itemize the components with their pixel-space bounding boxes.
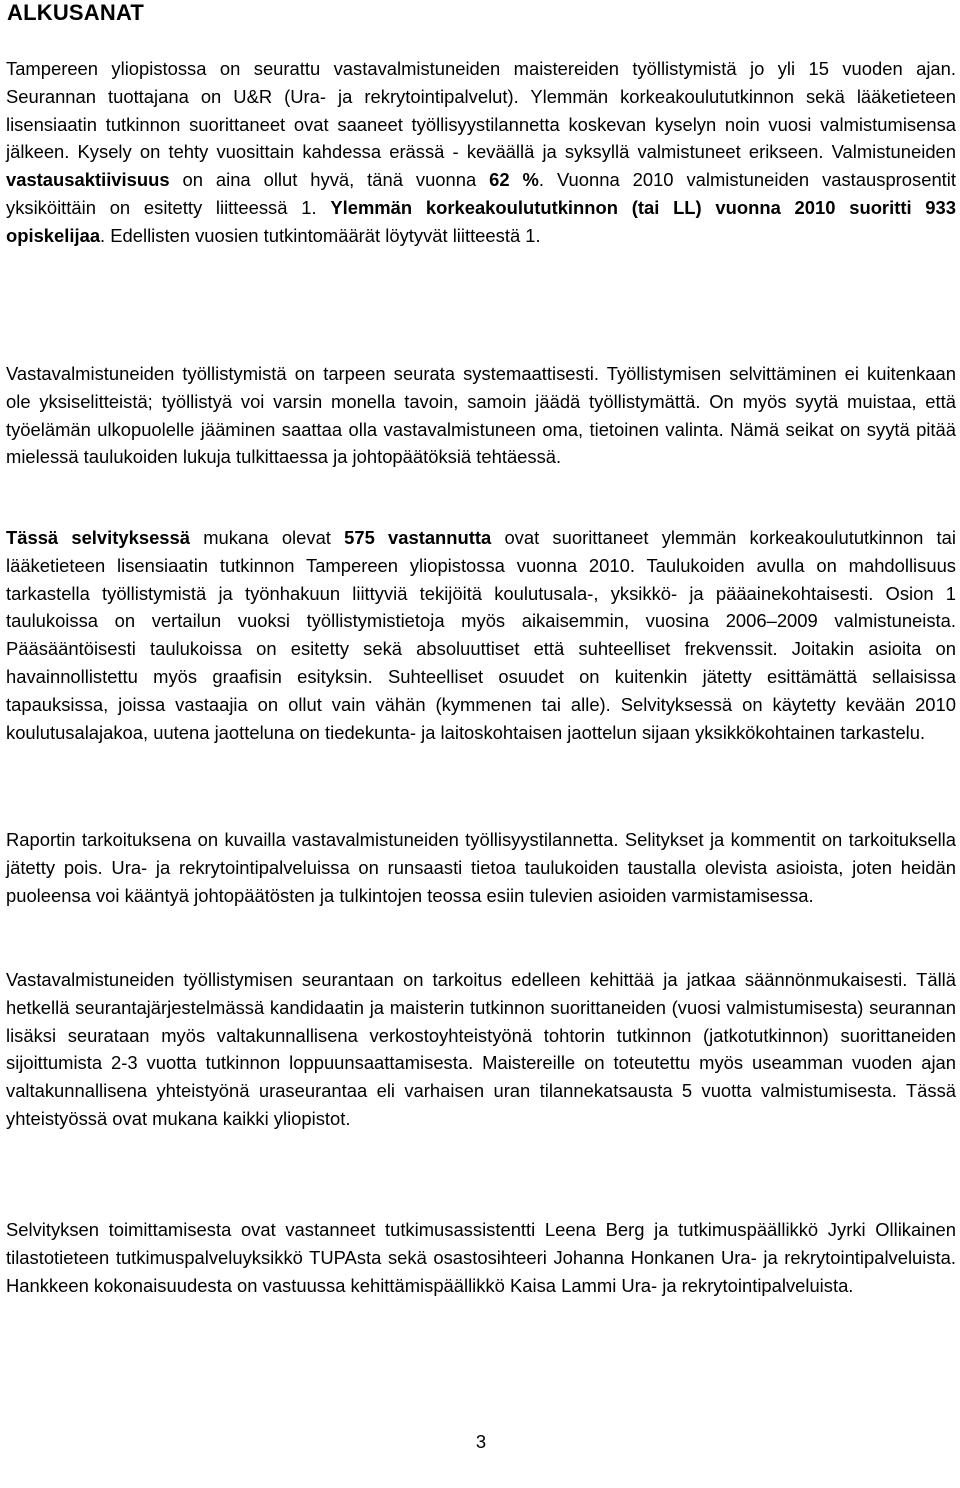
page-number: 3 (475, 1431, 487, 1452)
bold-text: 62 % (489, 169, 539, 191)
page-heading: ALKUSANAT (7, 0, 145, 25)
paragraph-text: mukana olevat (189, 527, 345, 548)
paragraph-text: Raportin tarkoituksena on kuvailla vastavalmistuneiden työllisyystilannetta. Selitykset ja kommentit on tarkoituksella jätetty pois. Ura- ja rekrytointipalveluissa on runsaasti tietoa taulukoiden taustalla olevista asioista, joten heidän puoleensa voi kääntyä johtopäätösten ja tulkintojen teossa esiin tulevien asioiden varmistamisessa. (6, 829, 956, 906)
bold-text: 575 vastannutta (344, 527, 492, 548)
bold-text: Ylemmän korkeakoulututkinnon (tai LL) vuonna 2010 suoritti 933 opiskelijaa (6, 196, 956, 246)
paragraph-text: . Vuonna 2010 valmistuneiden vastausprosentit yksiköittäin on esitetty liitteessä 1. (6, 169, 956, 218)
paragraph-credits (6, 1216, 956, 1299)
paragraph-report-scope (6, 524, 956, 746)
paragraph-text: Tampereen yliopistossa on seurattu vastavalmistuneiden maistereiden työllistymistä jo yli 15 vuoden ajan. Seurannan tuottajana on U&R (Ura- ja rekrytointipalvelut). Ylemmän korkeakoulututkinnon sekä lääketieteen lisensiaatin tutkinnon suorittaneet ovat saaneet työllisyystilannetta koskevan kyselyn noin vuosi valmistumisensa jälkeen. Kysely on tehty vuosittain kahdessa erässä - keväällä ja syksyllä valmistuneet erikseen. Valmistuneiden (6, 58, 956, 163)
paragraph-text: Vastavalmistuneiden työllistymisen seurantaan on tarkoitus edelleen kehittää ja jatkaa säännönmukaisesti. Tällä hetkellä seurantajärjestelmässä kandidaatin ja maisterin tutkinnon suorittaneiden (vuosi valmistumisesta) seurannan lisäksi seurataan myös valtakunnallisena verkostoyhteistyönä tohtorin tutkinnon (jatkotutkinnon) suorittaneiden sijoittumista 2-3 vuotta tutkinnon loppuunsaattamisesta. Maistereille on toteutettu myös useamman vuoden ajan valtakunnallisena yhteistyönä uraseurantaa eli varhaisen uran tilannekatsausta 5 vuotta valmistumisesta. Tässä yhteistyössä ovat mukana kaikki yliopistot. (6, 969, 956, 1129)
paragraph-future-development (6, 966, 956, 1133)
paragraph-text: . Edellisten vuosien tutkintomäärät löytyvät liitteestä 1. (100, 224, 541, 246)
document-page (6, 0, 956, 1488)
paragraph-text: Selvityksen toimittamisesta ovat vastanneet tutkimusassistentti Leena Berg ja tutkimuspäällikkö Jyrki Ollikainen tilastotieteen tutkimuspalveluyksikkö TUPAsta sekä osastosihteeri Johanna Honkanen Ura- ja rekrytointipalveluista. Hankkeen kokonaisuudesta on vastuussa kehittämispäällikkö Kaisa Lammi Ura- ja rekrytointipalveluista. (6, 1219, 956, 1296)
paragraph-survey-background (6, 55, 956, 250)
paragraph-systematic-monitoring (6, 360, 956, 471)
paragraph-text: on aina ollut hyvä, tänä vuonna (169, 169, 490, 191)
bold-text: vastausaktiivisuus (6, 169, 170, 191)
bold-text: Tässä selvityksessä (6, 527, 190, 548)
paragraph-text: ovat suorittaneet ylemmän korkeakoulututkinnon tai lääketieteen lisensiaatin tutkinnon Tampereen yliopistossa vuonna 2010. Taulukoiden avulla on mahdollisuus tarkastella työllistymistä ja työnhakuun liittyviä tekijöitä koulutusala-, yksikkö- ja pääainekohtaisesti. Osion 1 taulukoissa on vertailun vuoksi työllistymistietoja myös aikaisemmin, vuosina 2006–2009 valmistuneista. Pääsääntöisesti taulukoissa on esitetty sekä absoluuttiset että suhteelliset frekvenssit. Joitakin asioita on havainnollistettu myös graafisin esityksin. Suhteelliset osuudet on kuitenkin jätetty esittämättä sellaisissa tapauksissa, joissa vastaajia on ollut vain vähän (kymmenen tai alle). Selvityksessä on käytetty kevään 2010 koulutusalajakoa, uutena jaotteluna on tiedekunta- ja laitoskohtaisen jaottelun sijaan yksikkökohtainen tarkastelu. (6, 527, 956, 743)
paragraph-report-purpose (6, 826, 956, 909)
paragraph-text: Vastavalmistuneiden työllistymistä on tarpeen seurata systemaattisesti. Työllistymisen selvittäminen ei kuitenkaan ole yksiselitteistä; työllistyä voi varsin monella tavoin, samoin jäädä työllistymättä. On myös syytä muistaa, että työelämän ulkopuolelle jääminen saattaa olla vastavalmistuneen oma, tietoinen valinta. Nämä seikat on syytä pitää mielessä taulukoiden lukuja tulkittaessa ja johtopäätöksiä tehtäessä. (6, 363, 956, 468)
